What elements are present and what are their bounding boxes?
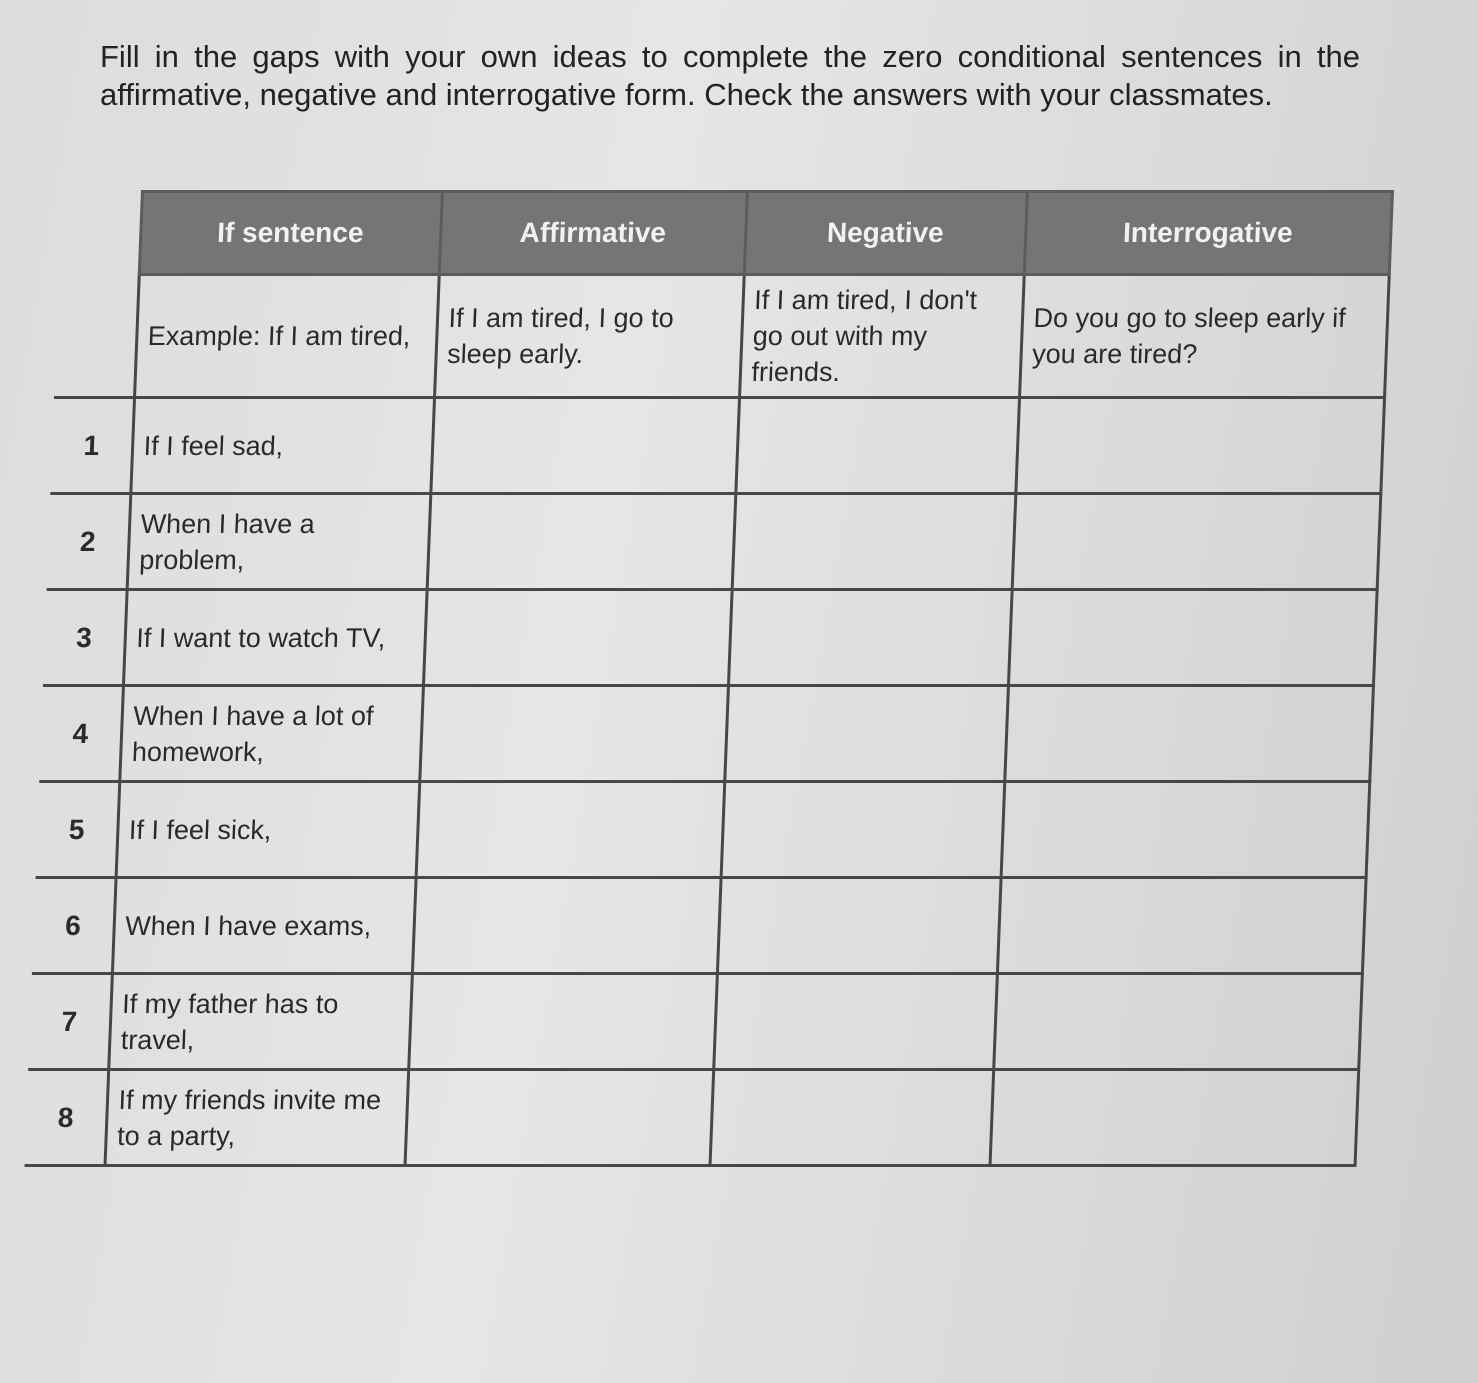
if-sentence-cell: If my friends invite me to a party,: [105, 1070, 409, 1166]
table-row: [36, 782, 1370, 878]
interrogative-answer-cell[interactable]: [1004, 686, 1373, 782]
row-number: 2: [47, 494, 131, 590]
negative-answer-cell[interactable]: [735, 398, 1019, 494]
row-number: 4: [39, 686, 123, 782]
header-negative: Negative: [744, 192, 1027, 275]
row-number: 1: [50, 398, 134, 494]
affirmative-answer-cell[interactable]: [416, 782, 725, 878]
table-row: [43, 590, 1377, 686]
if-sentence-cell: When I have a lot of homework,: [119, 686, 423, 782]
header-affirmative: Affirmative: [439, 192, 747, 275]
header-interrogative: Interrogative: [1024, 192, 1392, 275]
negative-answer-cell[interactable]: [710, 1070, 994, 1166]
row-number: 3: [43, 590, 127, 686]
header-row: [59, 192, 1392, 275]
example-interrogative: Do you go to sleep early if you are tired?: [1019, 275, 1389, 398]
affirmative-answer-cell[interactable]: [405, 1070, 714, 1166]
affirmative-answer-cell[interactable]: [430, 398, 739, 494]
instructions-text: Fill in the gaps with your own ideas to complete the zero conditional sentences in the affirmative, negative and interrogative form. Check the answers with your classmates.: [100, 39, 1360, 112]
negative-answer-cell[interactable]: [717, 878, 1001, 974]
row-number: 7: [28, 974, 112, 1070]
row-number: 5: [36, 782, 120, 878]
example-number: [54, 275, 139, 398]
affirmative-answer-cell[interactable]: [419, 686, 728, 782]
example-row: [54, 275, 1389, 398]
interrogative-answer-cell[interactable]: [993, 974, 1362, 1070]
row-number: 8: [25, 1070, 109, 1166]
affirmative-answer-cell[interactable]: [408, 974, 717, 1070]
table-row: [47, 494, 1381, 590]
negative-answer-cell[interactable]: [713, 974, 997, 1070]
interrogative-answer-cell[interactable]: [1015, 398, 1384, 494]
interrogative-answer-cell[interactable]: [1008, 590, 1377, 686]
example-negative: If I am tired, I don't go out with my friends.: [739, 275, 1024, 398]
table-row: [32, 878, 1366, 974]
interrogative-answer-cell[interactable]: [1012, 494, 1381, 590]
if-sentence-cell: When I have a problem,: [127, 494, 431, 590]
affirmative-answer-cell[interactable]: [427, 494, 736, 590]
table-row: [25, 1070, 1359, 1166]
negative-answer-cell[interactable]: [721, 782, 1005, 878]
interrogative-answer-cell[interactable]: [997, 878, 1366, 974]
table-row: [28, 974, 1362, 1070]
if-sentence-cell: If I feel sick,: [116, 782, 420, 878]
table-row: [50, 398, 1384, 494]
negative-answer-cell[interactable]: [724, 686, 1008, 782]
interrogative-answer-cell[interactable]: [990, 1070, 1359, 1166]
interrogative-answer-cell[interactable]: [1001, 782, 1370, 878]
table-row: [39, 686, 1373, 782]
header-if-sentence: If sentence: [139, 192, 442, 275]
conditional-table: [24, 190, 1393, 1167]
affirmative-answer-cell[interactable]: [423, 590, 732, 686]
header-blank: [59, 192, 142, 275]
negative-answer-cell[interactable]: [732, 494, 1016, 590]
example-affirmative: If I am tired, I go to sleep early.: [434, 275, 744, 398]
affirmative-answer-cell[interactable]: [412, 878, 721, 974]
if-sentence-cell: If I want to watch TV,: [123, 590, 427, 686]
example-if-sentence: Example: If I am tired,: [134, 275, 439, 398]
negative-answer-cell[interactable]: [728, 590, 1012, 686]
if-sentence-cell: If I feel sad,: [130, 398, 434, 494]
if-sentence-cell: If my father has to travel,: [108, 974, 412, 1070]
if-sentence-cell: When I have exams,: [112, 878, 416, 974]
row-number: 6: [32, 878, 116, 974]
